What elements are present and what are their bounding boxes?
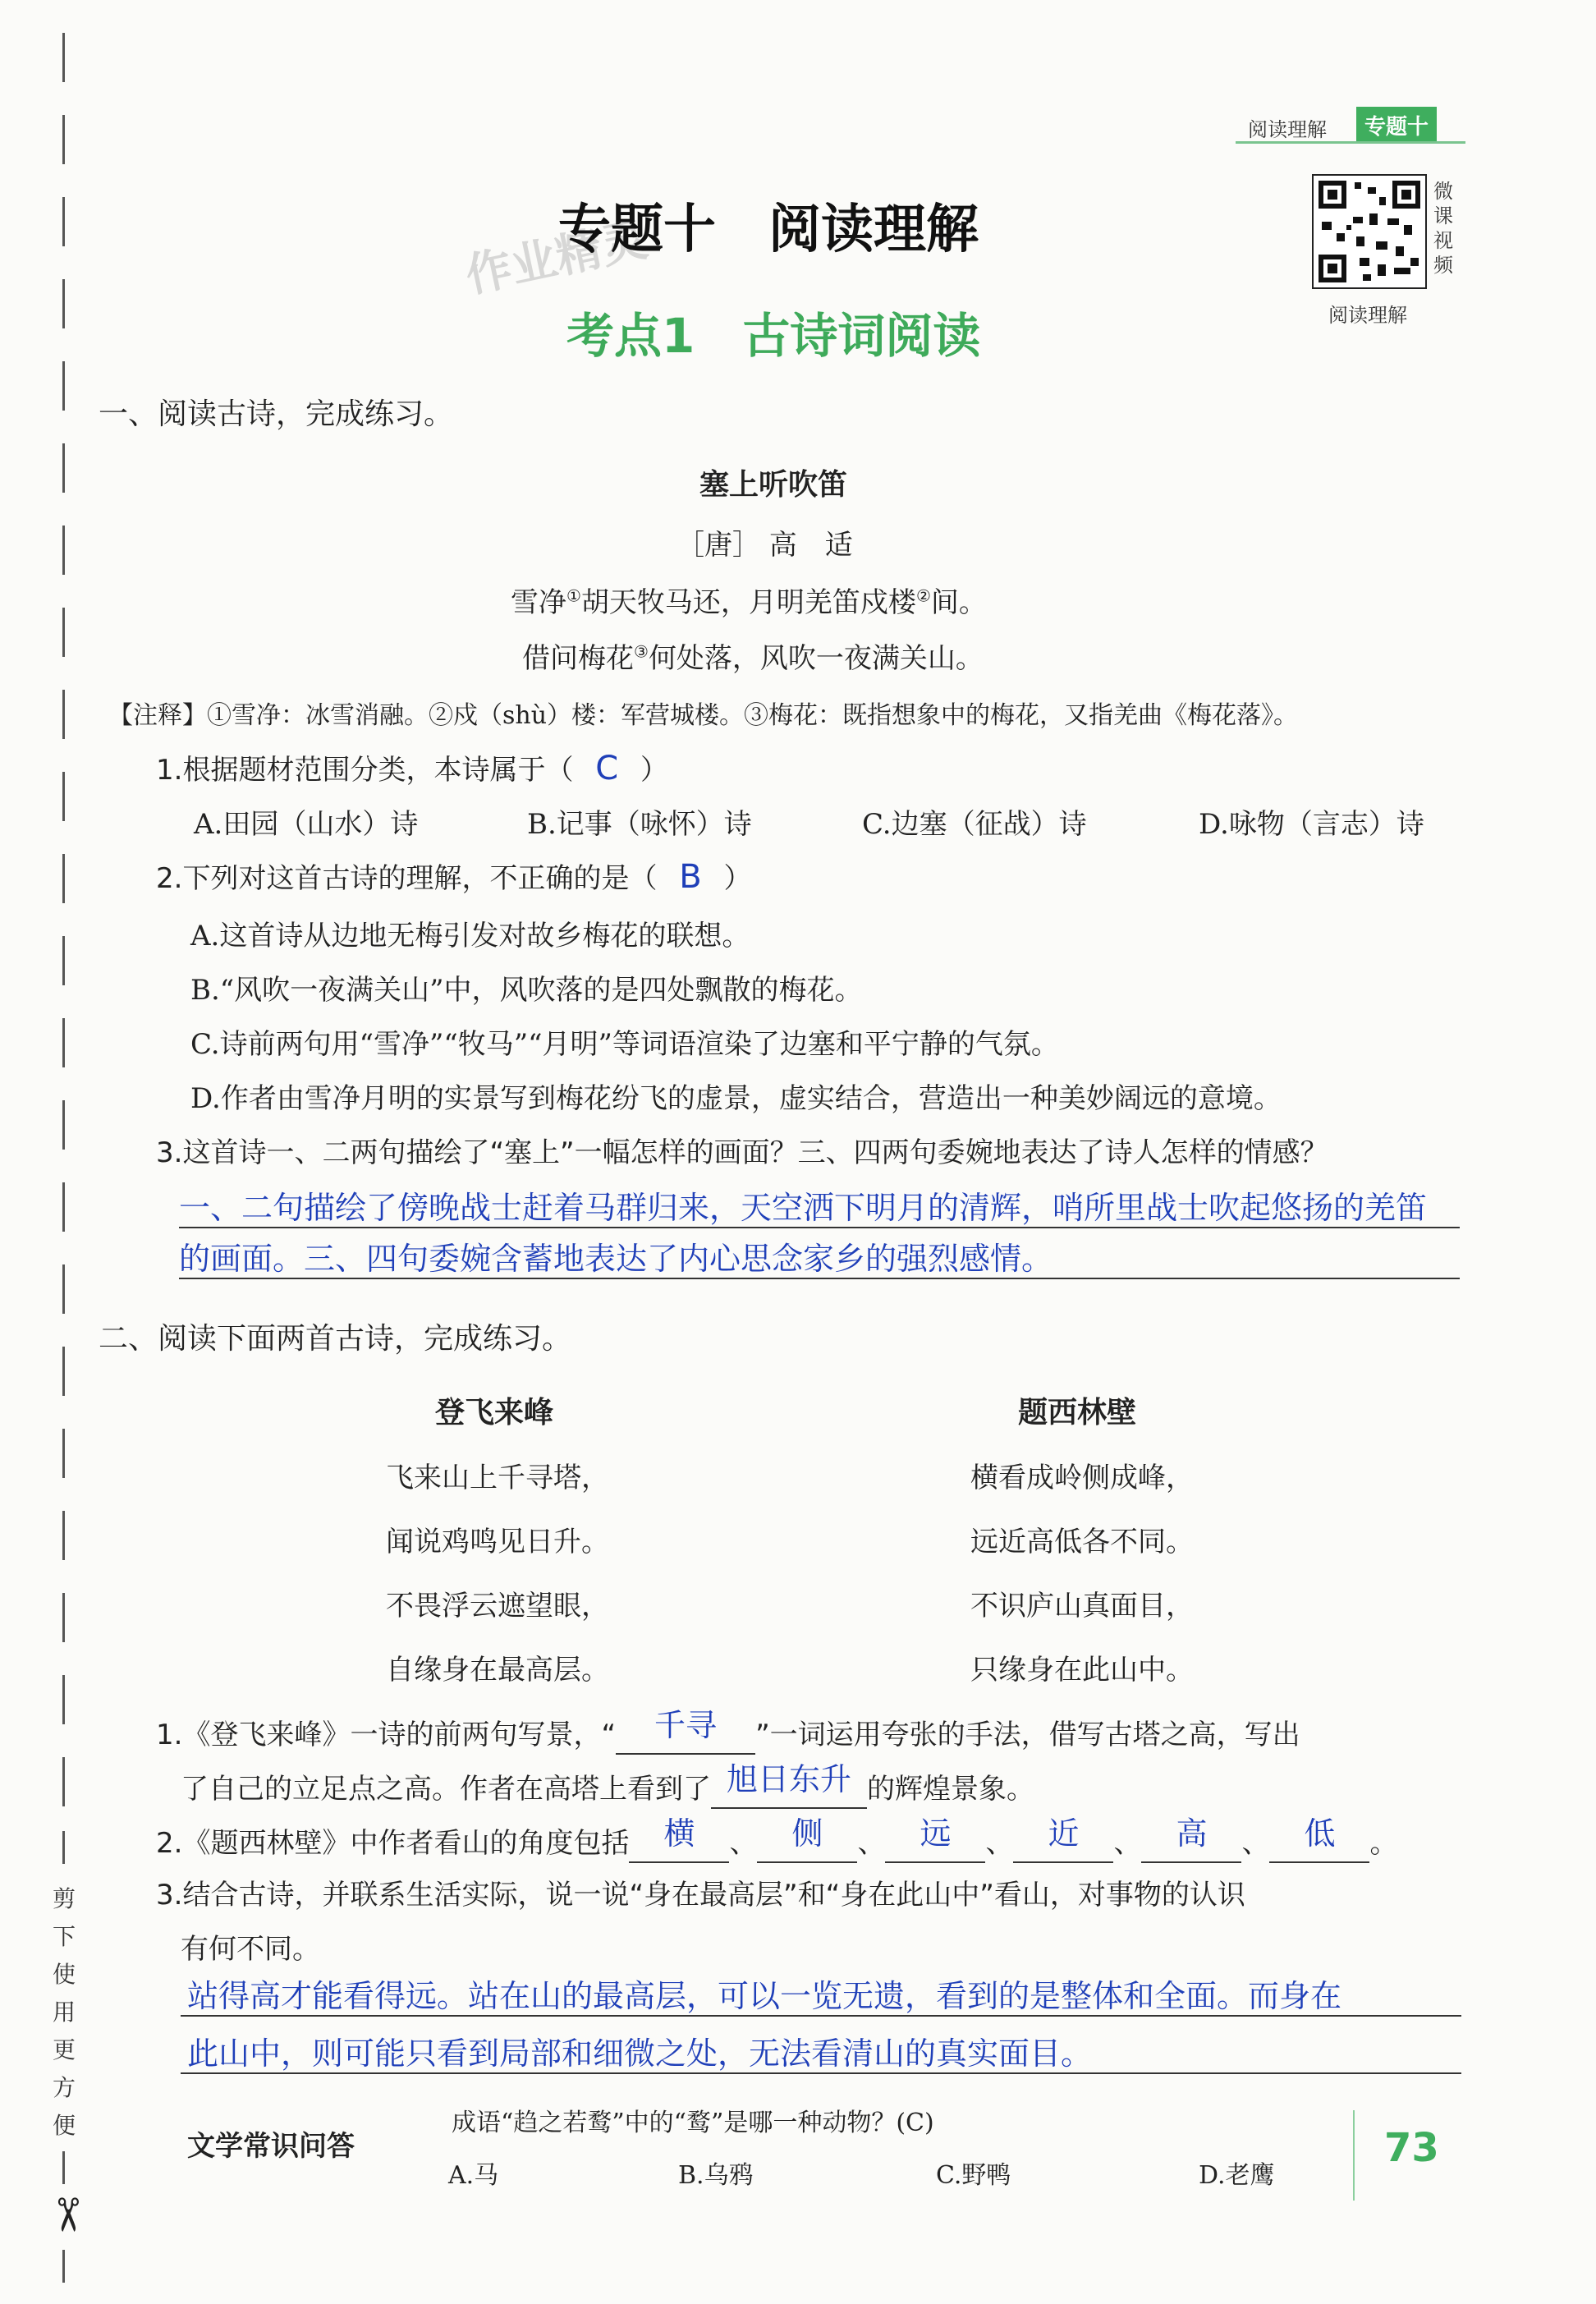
sec2-q2-blank: 近 [1013,1816,1113,1863]
sec2-q3-answer-line1: 站得高才能看得远。站在山的最高层，可以一览无遗，看到的是整体和全面。而身在 [187,1978,1342,2014]
sec2-q3-line2: 有何不同。 [181,1933,320,1966]
qr-code[interactable] [1312,174,1427,289]
sec2-q2-blank: 低 [1269,1816,1369,1863]
poem1-line-2: 闻说鸡鸣见日升。 [386,1526,609,1558]
qr-label: 阅读理解 [1328,304,1407,327]
poem-line-2: 借问梅花③何处落，风吹一夜满关山。 [522,641,984,675]
q1-option-d: D.咏物（言志）诗 [1199,808,1424,841]
page-number: 73 [1384,2125,1439,2171]
poem1-line-1: 飞来山上千寻塔， [386,1462,609,1494]
sec2-q2-blank: 高 [1141,1816,1241,1863]
poem2-line-1: 横看成岭侧成峰， [970,1462,1194,1494]
footer-option-a: A.马 [448,2161,499,2190]
sec2-q2: 2.《题西林壁》中作者看山的角度包括 横 、 侧 、 远 、 近 、 高 、 低 。 [156,1816,1397,1863]
q1-option-c: C.边塞（征战）诗 [862,808,1087,841]
footer-option-d: D.老鹰 [1199,2161,1275,2190]
poem-line-1: 雪净①胡天牧马还，月明羌笛戍楼②间。 [511,585,987,619]
header-tab-label: 阅读理解 [1248,118,1327,141]
poem2-title: 题西林壁 [1018,1396,1137,1430]
q2-option-d: D.作者由雪净月明的实景写到梅花纷飞的虚景，虚实结合，营造出一种美妙阔远的意境。 [190,1082,1282,1115]
poem1-title: 登飞来峰 [435,1396,554,1430]
sec2-q3-answer-rule2 [181,2072,1461,2074]
q3-answer-rule2 [179,1278,1460,1279]
q2-option-b: B.“风吹一夜满关山”中，风吹落的是四处飘散的梅花。 [190,974,863,1007]
q1-option-a: A.田园（山水）诗 [194,808,419,841]
q3-answer-rule1 [179,1227,1460,1228]
sec2-q1-line1: 1.《登飞来峰》一诗的前两句写景，“ 千寻 ”一词运用夸张的手法，借写古塔之高，写出 [156,1708,1300,1755]
header-tab-badge: 专题十 [1356,107,1437,144]
footer-label: 文学常识问答 [187,2130,355,2163]
watermark: 作业精灵 [461,213,653,304]
poem-note: 【注释】①雪净：冰雪消融。②戍（shù）楼：军营城楼。③梅花：既指想象中的梅花，又指羌曲《梅花落》。 [108,701,1299,730]
section-subtitle: 考点1 古诗词阅读 [566,308,981,364]
poem2-line-4: 只缘身在此山中。 [970,1654,1194,1687]
sec2-q2-blank: 远 [885,1816,985,1863]
sec2-q1-blank1: 千寻 [616,1708,755,1755]
q3-answer-line2: 的画面。三、四句委婉含蓄地表达了内心思念家乡的强烈感情。 [179,1241,1053,1277]
q1-option-b: B.记事（咏怀）诗 [527,808,752,841]
sec2-q3-answer-line2: 此山中，则可能只看到局部和细微之处，无法看清山的真实面目。 [187,2036,1093,2072]
footer-option-c: C.野鸭 [936,2161,1011,2190]
header-rule [1236,141,1465,144]
q2-answer: B [679,858,702,896]
poem-title: 塞上听吹笛 [699,468,848,502]
sec2-q2-blank: 侧 [757,1816,857,1863]
poem1-line-3: 不畏浮云遮望眼， [386,1590,609,1622]
footer-divider [1353,2110,1355,2201]
poem-author: ［唐］ 高 适 [676,529,853,562]
q2-option-c: C.诗前两句用“雪净”“牧马”“月明”等词语渲染了边塞和平宁静的气氛。 [190,1028,1059,1061]
poem2-line-2: 远近高低各不同。 [970,1526,1194,1558]
qr-pattern-icon [1314,176,1425,287]
footer-question: 成语“趋之若鹜”中的“鹜”是哪一种动物？(C) [452,2109,934,2137]
sec1-heading: 一、阅读古诗，完成练习。 [99,397,454,431]
poem1-line-4: 自缘身在最高层。 [386,1654,609,1687]
sec2-q3-line1: 3.结合古诗，并联系生活实际，说一说“身在最高层”和“身在此山中”看山，对事物的认识 [156,1879,1245,1912]
q3: 3.这首诗一、二两句描绘了“塞上”一幅怎样的画面？三、四两句委婉地表达了诗人怎样的情感？ [156,1136,1328,1169]
sec2-q1-line2: 了自己的立足点之高。作者在高塔上看到了 旭日东升 的辉煌景象。 [181,1762,1034,1809]
footer-option-b: B.乌鸦 [678,2161,754,2190]
poem2-line-3: 不识庐山真面目， [970,1590,1194,1622]
q2: 2.下列对这首古诗的理解，不正确的是（ B ） [156,858,752,896]
sec2-q2-blank: 横 [629,1816,729,1863]
scissors-icon: ✂ [39,2196,94,2234]
qr-side-label: 微 课 视 频 [1433,180,1453,277]
q2-option-a: A.这首诗从边地无梅引发对故乡梅花的联想。 [190,920,750,952]
q1: 1.根据题材范围分类，本诗属于（ C ） [156,750,669,787]
sec2-q3-answer-rule1 [181,2015,1461,2017]
q1-answer: C [595,750,619,787]
cut-hint: 剪 下 使 用 更 方 便 [52,1885,76,2139]
q3-answer-line1: 一、二句描绘了傍晚战士赶着马群归来，天空洒下明月的清辉，哨所里战士吹起悠扬的羌笛 [179,1190,1428,1226]
sec2-heading: 二、阅读下面两首古诗，完成练习。 [99,1322,572,1356]
page-title: 专题十 阅读理解 [558,200,979,260]
sec2-q1-blank2: 旭日东升 [711,1762,867,1809]
